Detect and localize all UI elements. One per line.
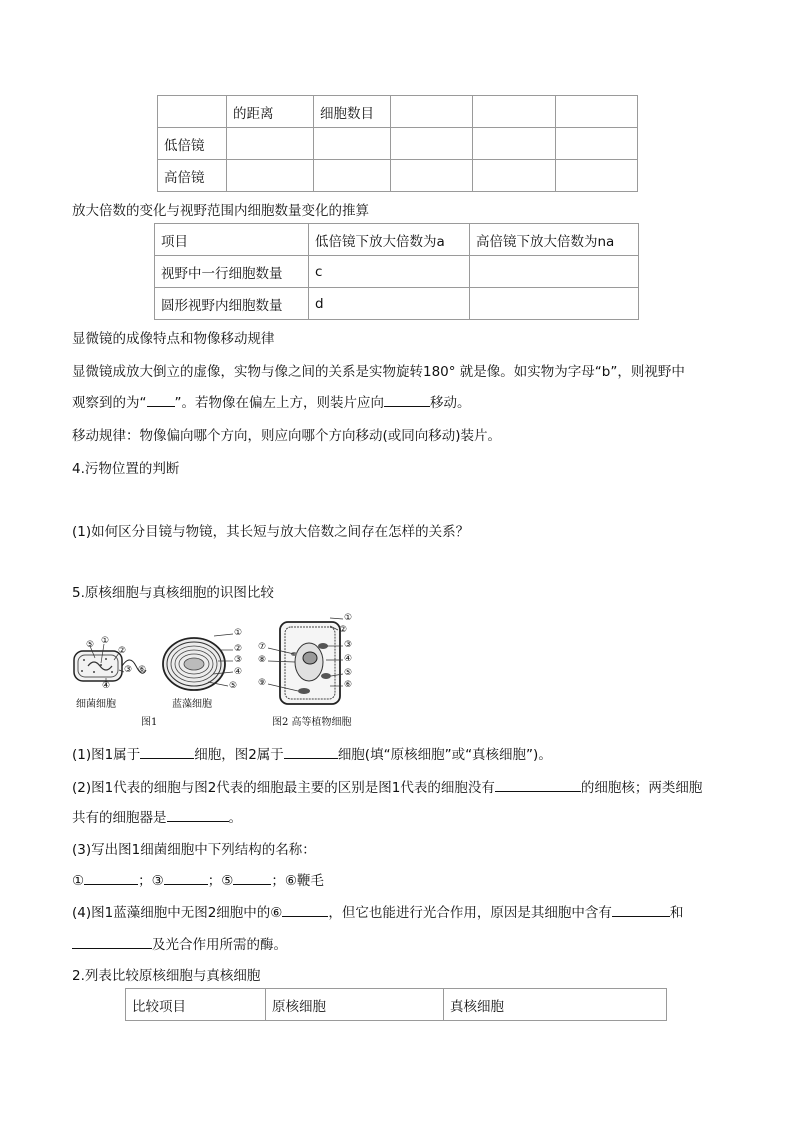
figure-label: ⑤ [229, 681, 238, 691]
text: 细胞(填“原核细胞”或“真核细胞”)。 [337, 747, 552, 763]
table-row [158, 96, 638, 128]
table-row [155, 256, 639, 288]
question [72, 806, 242, 826]
text: 细胞，图2属于 [194, 747, 284, 763]
answer-blank[interactable] [282, 904, 328, 917]
text: ；⑥鞭毛 [271, 873, 324, 889]
figure-label: ② [339, 625, 348, 635]
paragraph [72, 391, 471, 411]
question: (3)写出图1细菌细胞中下列结构的名称： [72, 842, 316, 858]
figure-caption: 图1 [141, 717, 158, 728]
section-heading: 2.列表比较原核细胞与真核细胞 [72, 968, 261, 984]
table-cell: 视野中一行细胞数量 [155, 256, 309, 288]
text: 及光合作用所需的酶。 [152, 937, 287, 953]
answer-blank[interactable] [147, 394, 175, 407]
table-cell: 的距离 [227, 96, 314, 128]
paragraph: 移动规律：物像偏向哪个方向，则应向哪个方向移动(或同向移动)装片。 [72, 428, 502, 444]
table-cell: 原核细胞 [266, 989, 444, 1021]
table-cell: 圆形视野内细胞数量 [155, 288, 309, 320]
table-cell [391, 128, 473, 160]
answer-blank[interactable] [167, 809, 229, 822]
text: (1)图1属于 [72, 747, 141, 763]
paragraph: 显微镜成放大倒立的虚像，实物与像之间的关系是实物旋转180° 就是像。如实物为字母“b”，则视野中 [72, 364, 685, 380]
table-cell [473, 128, 556, 160]
figure-label: ① [101, 636, 110, 646]
text: 。 [228, 810, 242, 826]
answer-blank[interactable] [164, 872, 208, 885]
figure-caption: 细菌细胞 [76, 699, 116, 710]
answer-blank[interactable] [384, 394, 430, 407]
section-heading: 5.原核细胞与真核细胞的识图比较 [72, 585, 274, 601]
question [72, 776, 702, 796]
figure-label: ⑤ [86, 640, 95, 650]
text: ；⑤ [207, 873, 234, 889]
text: ”。若物像在偏左上方，则装片应向 [174, 395, 384, 411]
comparison-table [125, 988, 667, 1021]
table-cell [314, 128, 391, 160]
figure-caption: 蓝藻细胞 [172, 699, 212, 710]
table-cell [470, 256, 639, 288]
figure-label: ⑤ [344, 668, 353, 678]
figure-label: ④ [344, 654, 353, 664]
figure-label: ⑥ [344, 680, 353, 690]
table-cell [158, 96, 227, 128]
section-heading: 放大倍数的变化与视野范围内细胞数量变化的推算 [72, 203, 369, 219]
table-cell: 项目 [155, 224, 309, 256]
text: 和 [669, 905, 684, 921]
answer-blank[interactable] [140, 746, 194, 759]
table-cell [227, 128, 314, 160]
figure-label: ⑧ [258, 655, 267, 665]
table-cell [473, 96, 556, 128]
table-cell [556, 96, 638, 128]
table-cell: 低倍镜下放大倍数为a [309, 224, 470, 256]
figure-label: ④ [234, 667, 243, 677]
text: (4)图1蓝藻细胞中无图2细胞中的⑥ [72, 905, 283, 921]
text: 移动。 [430, 395, 471, 411]
figure-label: ③ [124, 665, 133, 675]
table-cell [227, 160, 314, 192]
table-cell [473, 160, 556, 192]
table-cell: 高倍镜下放大倍数为na [470, 224, 639, 256]
question [72, 901, 683, 921]
section-heading: 显微镜的成像特点和物像移动规律 [72, 331, 275, 347]
table-cell: 细胞数目 [314, 96, 391, 128]
table-cell: 比较项目 [126, 989, 266, 1021]
figure-label: ② [234, 644, 243, 654]
table-cell [314, 160, 391, 192]
figure-label: ③ [234, 655, 243, 665]
table-cell [470, 288, 639, 320]
figure-caption: 图2 高等植物细胞 [272, 717, 352, 728]
table-cell [391, 160, 473, 192]
text: 观察到的为“ [72, 395, 147, 411]
table-cell: 真核细胞 [444, 989, 667, 1021]
table-row [155, 288, 639, 320]
question [72, 869, 324, 889]
table-cell: c [309, 256, 470, 288]
figure-label: ④ [102, 681, 111, 691]
text: 共有的细胞器是 [72, 810, 167, 826]
figure-label: ⑦ [258, 642, 267, 652]
answer-blank[interactable] [72, 936, 152, 949]
question [72, 743, 552, 763]
table-row [158, 160, 638, 192]
table-cell [556, 128, 638, 160]
table-cell [391, 96, 473, 128]
magnification-table [154, 223, 639, 320]
question: (1)如何区分目镜与物镜，其长短与放大倍数之间存在怎样的关系？ [72, 524, 470, 540]
table-row [126, 989, 667, 1021]
figure-label: ⑨ [258, 678, 267, 688]
figure-label: ③ [344, 640, 353, 650]
table-row [155, 224, 639, 256]
table-cell: d [309, 288, 470, 320]
answer-blank[interactable] [84, 872, 138, 885]
answer-blank[interactable] [233, 872, 271, 885]
table-cell [556, 160, 638, 192]
answer-blank[interactable] [495, 779, 581, 792]
figure-label: ① [344, 613, 353, 623]
text: ① [72, 873, 85, 889]
table-row [158, 128, 638, 160]
table-cell: 低倍镜 [158, 128, 227, 160]
figure-label: ① [234, 628, 243, 638]
text: ；③ [138, 873, 164, 889]
plant-cell [268, 618, 343, 704]
text: ，但它也能进行光合作用，原因是其细胞中含有 [328, 905, 612, 921]
text: (2)图1代表的细胞与图2代表的细胞最主要的区别是图1代表的细胞没有 [72, 780, 495, 796]
figure-label: ② [118, 646, 127, 656]
answer-blank[interactable] [612, 904, 670, 917]
answer-blank[interactable] [284, 746, 338, 759]
bacteria-cell [74, 644, 146, 685]
microscope-table [157, 95, 638, 192]
algae-cell [163, 634, 233, 690]
question [72, 933, 287, 953]
table-cell: 高倍镜 [158, 160, 227, 192]
section-heading: 4.污物位置的判断 [72, 461, 180, 477]
figure-label: ⑥ [138, 665, 147, 675]
text: 的细胞核；两类细胞 [580, 780, 703, 796]
